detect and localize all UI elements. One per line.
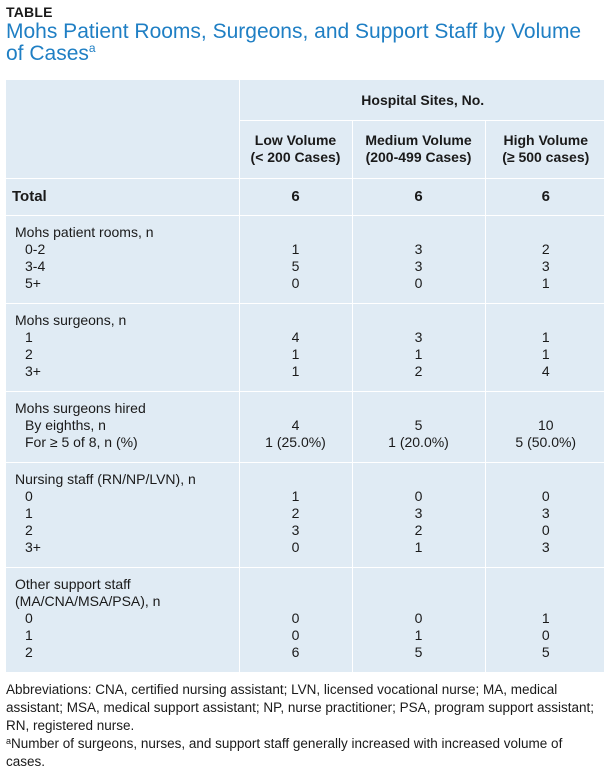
row-label: 3+ xyxy=(25,538,41,555)
cell-value: 5 xyxy=(414,643,423,660)
table-group-row xyxy=(6,391,604,462)
values-cell-low xyxy=(239,215,352,303)
spacer xyxy=(240,400,352,417)
values-cell-high xyxy=(485,215,604,303)
spacer xyxy=(240,471,352,488)
column-header-line: High Volume xyxy=(503,132,589,148)
cell-value: 4 xyxy=(541,362,550,379)
group-heading: (MA/CNA/MSA/PSA), n xyxy=(15,592,161,609)
column-header-high xyxy=(485,120,604,178)
cell-value: 0 xyxy=(414,609,423,626)
table-group-row xyxy=(6,215,604,303)
group-heading: Nursing staff (RN/NP/LVN), n xyxy=(15,470,196,487)
spacer xyxy=(486,400,604,417)
cell-value: 3 xyxy=(541,504,550,521)
row-label: For ≥ 5 of 8, n (%) xyxy=(25,433,138,450)
table-group-row xyxy=(6,303,604,391)
spacer xyxy=(353,224,485,241)
spacer xyxy=(240,312,352,329)
cell-value: 0 xyxy=(291,626,300,643)
cell-value: 3 xyxy=(414,257,423,274)
row-labels-cell xyxy=(6,567,239,672)
row-label: 1 xyxy=(25,626,33,643)
table-group-row xyxy=(6,462,604,567)
table-group-row xyxy=(6,567,604,672)
spacer xyxy=(353,400,485,417)
cell-value: 2 xyxy=(414,362,423,379)
values-cell-high xyxy=(485,567,604,672)
group-heading: Mohs surgeons, n xyxy=(15,311,127,328)
table-notes xyxy=(6,681,600,771)
cell-value: 1 xyxy=(291,487,300,504)
spacer xyxy=(353,593,485,610)
title-footnote-mark: a xyxy=(88,41,96,55)
cell-value: 1 xyxy=(291,345,300,362)
cell-value: 3 xyxy=(541,538,550,555)
cell-value: 6 xyxy=(291,643,300,660)
row-label: 3-4 xyxy=(25,257,46,274)
column-header-line: (< 200 Cases) xyxy=(250,149,341,165)
spacer xyxy=(240,576,352,593)
cell-value: 3 xyxy=(541,257,550,274)
header-span-cell: Hospital Sites, No. xyxy=(239,80,604,120)
cell-value: 3 xyxy=(291,521,300,538)
cell-value: 1 (25.0%) xyxy=(265,433,326,450)
spacer xyxy=(486,224,604,241)
cell-value: 1 xyxy=(414,345,423,362)
header-corner-cell xyxy=(6,80,239,178)
abbreviations-note: Abbreviations: CNA, certified nursing assistant; LVN, licensed vocational nurse; MA, medical assistant; MSA, medical support assistant; NP, nurse practitioner; PSA, program support assistant; RN, registered nurse. xyxy=(6,682,595,733)
values-cell-medium xyxy=(352,567,485,672)
values-cell-high xyxy=(485,391,604,462)
cell-value: 10 xyxy=(537,416,554,433)
row-label: 5+ xyxy=(25,274,41,291)
cell-value: 1 xyxy=(414,626,423,643)
row-label: 1 xyxy=(25,504,33,521)
cell-value: 3 xyxy=(414,240,423,257)
cell-value: 4 xyxy=(291,328,300,345)
total-value-high: 6 xyxy=(485,178,604,215)
row-label: 0 xyxy=(25,609,33,626)
spacer xyxy=(240,593,352,610)
cell-value: 2 xyxy=(291,504,300,521)
data-table xyxy=(6,80,604,673)
cell-value: 5 xyxy=(291,257,300,274)
values-cell-medium xyxy=(352,303,485,391)
spacer xyxy=(486,593,604,610)
cell-value: 3 xyxy=(414,328,423,345)
spacer xyxy=(353,312,485,329)
cell-value: 0 xyxy=(541,521,550,538)
cell-value: 4 xyxy=(291,416,300,433)
cell-value: 0 xyxy=(541,487,550,504)
row-labels-cell xyxy=(6,303,239,391)
cell-value: 1 xyxy=(291,362,300,379)
column-header-medium xyxy=(352,120,485,178)
cell-value: 1 xyxy=(541,609,550,626)
row-label: 2 xyxy=(25,345,33,362)
table-title-text: Mohs Patient Rooms, Surgeons, and Support Staff by Volume of Cases xyxy=(6,20,582,65)
footnote xyxy=(6,735,600,771)
spacer xyxy=(486,471,604,488)
column-header-line: (≥ 500 cases) xyxy=(502,149,590,165)
column-header-low xyxy=(239,120,352,178)
cell-value: 0 xyxy=(291,538,300,555)
spacer xyxy=(353,576,485,593)
values-cell-high xyxy=(485,303,604,391)
cell-value: 5 xyxy=(541,643,550,660)
values-cell-low xyxy=(239,391,352,462)
cell-value: 1 xyxy=(541,328,550,345)
spacer xyxy=(486,576,604,593)
cell-value: 1 xyxy=(414,538,423,555)
total-label: Total xyxy=(6,178,239,215)
row-labels-cell xyxy=(6,391,239,462)
row-label: 2 xyxy=(25,521,33,538)
row-label: 1 xyxy=(25,328,33,345)
cell-value: 0 xyxy=(541,626,550,643)
values-cell-low xyxy=(239,567,352,672)
row-label: 3+ xyxy=(25,362,41,379)
cell-value: 1 (20.0%) xyxy=(388,433,449,450)
total-value-low: 6 xyxy=(239,178,352,215)
cell-value: 1 xyxy=(541,345,550,362)
total-value-medium: 6 xyxy=(352,178,485,215)
table-label: TABLE xyxy=(6,4,53,20)
cell-value: 1 xyxy=(541,274,550,291)
footnote-mark: a xyxy=(6,736,12,746)
group-heading: Mohs surgeons hired xyxy=(15,399,146,416)
spacer xyxy=(353,471,485,488)
row-label: 0-2 xyxy=(25,240,46,257)
cell-value: 2 xyxy=(414,521,423,538)
spacer xyxy=(240,224,352,241)
row-label: 0 xyxy=(25,487,33,504)
cell-value: 0 xyxy=(414,487,423,504)
values-cell-medium xyxy=(352,215,485,303)
cell-value: 0 xyxy=(291,274,300,291)
cell-value: 0 xyxy=(414,274,423,291)
cell-value: 1 xyxy=(291,240,300,257)
cell-value: 5 xyxy=(414,416,423,433)
row-label: By eighths, n xyxy=(25,416,106,433)
column-header-line: Medium Volume xyxy=(365,132,472,148)
header-row-span xyxy=(6,80,604,120)
values-cell-low xyxy=(239,303,352,391)
row-labels-cell xyxy=(6,462,239,567)
table-title xyxy=(6,21,596,65)
spacer xyxy=(486,312,604,329)
row-labels-cell xyxy=(6,215,239,303)
group-heading: Other support staff xyxy=(15,575,131,592)
values-cell-medium xyxy=(352,462,485,567)
values-cell-medium xyxy=(352,391,485,462)
cell-value: 5 (50.0%) xyxy=(515,433,577,450)
footnote-text: Number of surgeons, nurses, and support staff generally increased with increased volume of cases. xyxy=(6,736,563,769)
table-body xyxy=(6,80,604,672)
group-heading: Mohs patient rooms, n xyxy=(15,223,154,240)
cell-value: 3 xyxy=(414,504,423,521)
cell-value: 2 xyxy=(541,240,550,257)
column-header-line: (200-499 Cases) xyxy=(365,149,472,165)
values-cell-high xyxy=(485,462,604,567)
column-header-line: Low Volume xyxy=(254,132,337,148)
cell-value: 0 xyxy=(291,609,300,626)
values-cell-low xyxy=(239,462,352,567)
total-row xyxy=(6,178,604,215)
row-label: 2 xyxy=(25,643,33,660)
